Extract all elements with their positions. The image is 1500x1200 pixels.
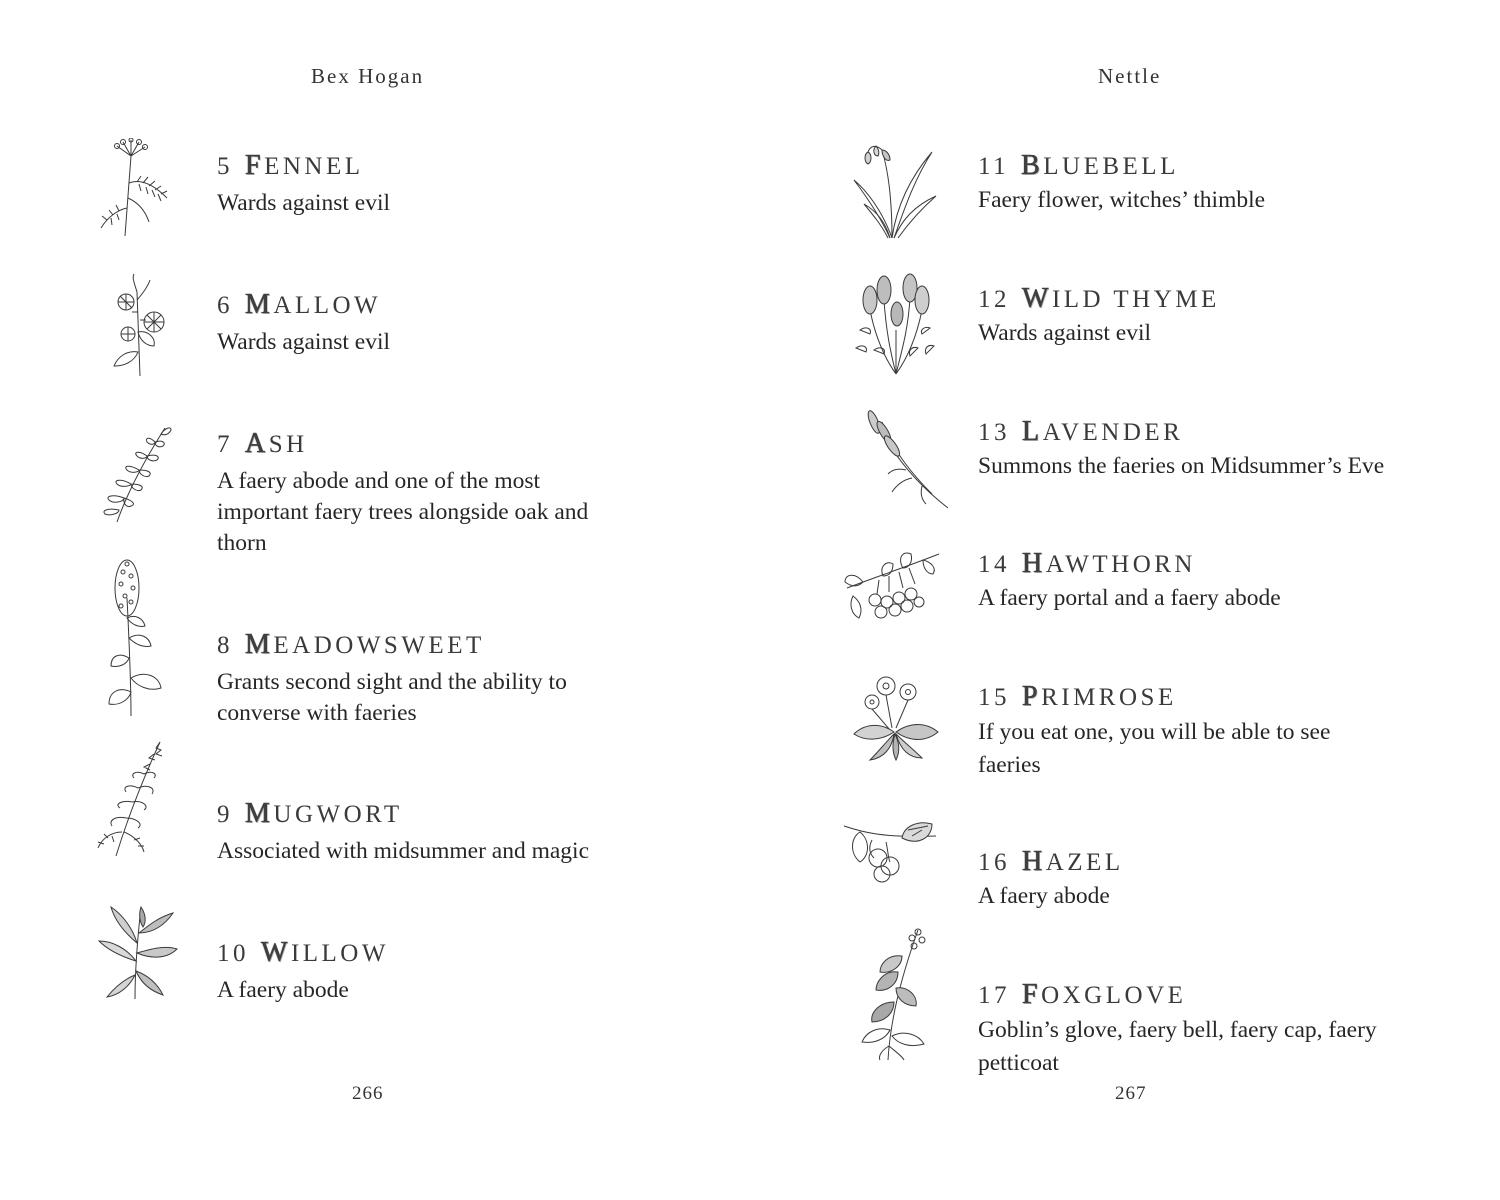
entry-number: 14 <box>978 551 1010 578</box>
entry-initial: M <box>245 798 274 829</box>
entry-number: 12 <box>978 286 1010 313</box>
entry-number: 5 <box>217 153 233 180</box>
entry-description: Grants second sight and the ability to converse with faeries <box>217 669 567 726</box>
entry-title <box>217 937 389 969</box>
entry-name-rest: AWTHORN <box>1045 551 1196 578</box>
bluebell-icon <box>852 140 938 240</box>
entry-description: If you eat one, you will be able to see faeries <box>978 719 1331 778</box>
page-number-right: 267 <box>1115 1083 1147 1104</box>
entry-initial: H <box>1022 548 1046 579</box>
entry-number: 8 <box>217 632 233 659</box>
entry-name-rest: RIMROSE <box>1041 684 1177 711</box>
entry-description: Associated with midsummer and magic <box>217 838 590 864</box>
entry-description: Wards against evil <box>217 190 391 216</box>
meadowsweet-icon <box>105 558 165 718</box>
entry-name-rest: ILD THYME <box>1051 286 1220 313</box>
entry-title <box>217 629 485 661</box>
page-number-left: 266 <box>352 1083 384 1104</box>
entry-name-rest: OXGLOVE <box>1041 982 1187 1009</box>
entry-description: Wards against evil <box>217 329 391 355</box>
fennel-icon <box>97 138 177 238</box>
wild-thyme-icon <box>850 270 942 376</box>
entry-number: 15 <box>978 684 1010 711</box>
entry-initial: F <box>1022 979 1042 1010</box>
entry-name-rest: UGWORT <box>273 801 403 828</box>
entry-initial: M <box>245 629 274 660</box>
foxglove-icon <box>858 926 932 1062</box>
entry-description: A faery abode and one of the most important faery trees alongside oak and thorn <box>217 468 589 556</box>
entry-title <box>978 416 1183 448</box>
entry-description: Faery flower, witches’ thimble <box>978 187 1266 213</box>
entry-initial: W <box>1022 283 1052 314</box>
entry-name-rest: AZEL <box>1045 849 1124 876</box>
entry-description: A faery portal and a faery abode <box>978 585 1281 611</box>
entry-title <box>978 150 1179 182</box>
entry-number: 10 <box>217 940 249 967</box>
entry-title <box>978 548 1196 580</box>
entry-number: 11 <box>978 153 1010 180</box>
hazel-icon <box>842 818 938 884</box>
entry-name-rest: AVENDER <box>1042 419 1184 446</box>
entry-description: Wards against evil <box>978 320 1152 346</box>
entry-number: 7 <box>217 431 233 458</box>
entry-initial: M <box>245 289 274 320</box>
entry-number: 6 <box>217 292 233 319</box>
entry-initial: W <box>261 937 291 968</box>
entry-initial: H <box>1022 846 1046 877</box>
right-page <box>750 0 1500 1200</box>
entry-description: A faery abode <box>217 977 349 1003</box>
running-head-title: Nettle <box>1098 64 1162 88</box>
mugwort-icon <box>94 740 168 858</box>
entry-name-rest: ENNEL <box>264 153 364 180</box>
entry-description: A faery abode <box>978 883 1110 909</box>
entry-name-rest: EADOWSWEET <box>273 632 485 659</box>
entry-initial: A <box>245 428 269 459</box>
willow-icon <box>95 903 179 1001</box>
entry-title <box>217 150 364 182</box>
entry-initial: P <box>1022 681 1042 712</box>
entry-title <box>217 289 381 321</box>
entry-title <box>217 428 308 460</box>
entry-title <box>217 798 403 830</box>
entry-initial: B <box>1021 150 1044 181</box>
entry-description: Goblin’s glove, faery bell, faery cap, faery petticoat <box>978 1017 1377 1076</box>
running-head-author: Bex Hogan <box>311 64 425 88</box>
primrose-icon <box>850 672 940 762</box>
entry-name-rest: SH <box>268 431 308 458</box>
entry-initial: L <box>1022 416 1043 447</box>
entry-title <box>978 283 1220 315</box>
entry-number: 17 <box>978 982 1010 1009</box>
lavender-icon <box>862 408 952 510</box>
entry-initial: F <box>245 150 265 181</box>
entry-description: Summons the faeries on Midsummer’s Eve <box>978 453 1385 479</box>
mallow-icon <box>104 272 174 378</box>
entry-name-rest: ALLOW <box>273 292 382 319</box>
entry-number: 13 <box>978 419 1010 446</box>
entry-number: 16 <box>978 849 1010 876</box>
entry-name-rest: ILLOW <box>290 940 389 967</box>
entry-title <box>978 979 1186 1011</box>
entry-title <box>978 846 1124 878</box>
entry-title <box>978 681 1177 713</box>
entry-number: 9 <box>217 801 233 828</box>
ash-icon <box>97 424 173 524</box>
hawthorn-icon <box>843 548 943 622</box>
entry-name-rest: LUEBELL <box>1043 153 1179 180</box>
